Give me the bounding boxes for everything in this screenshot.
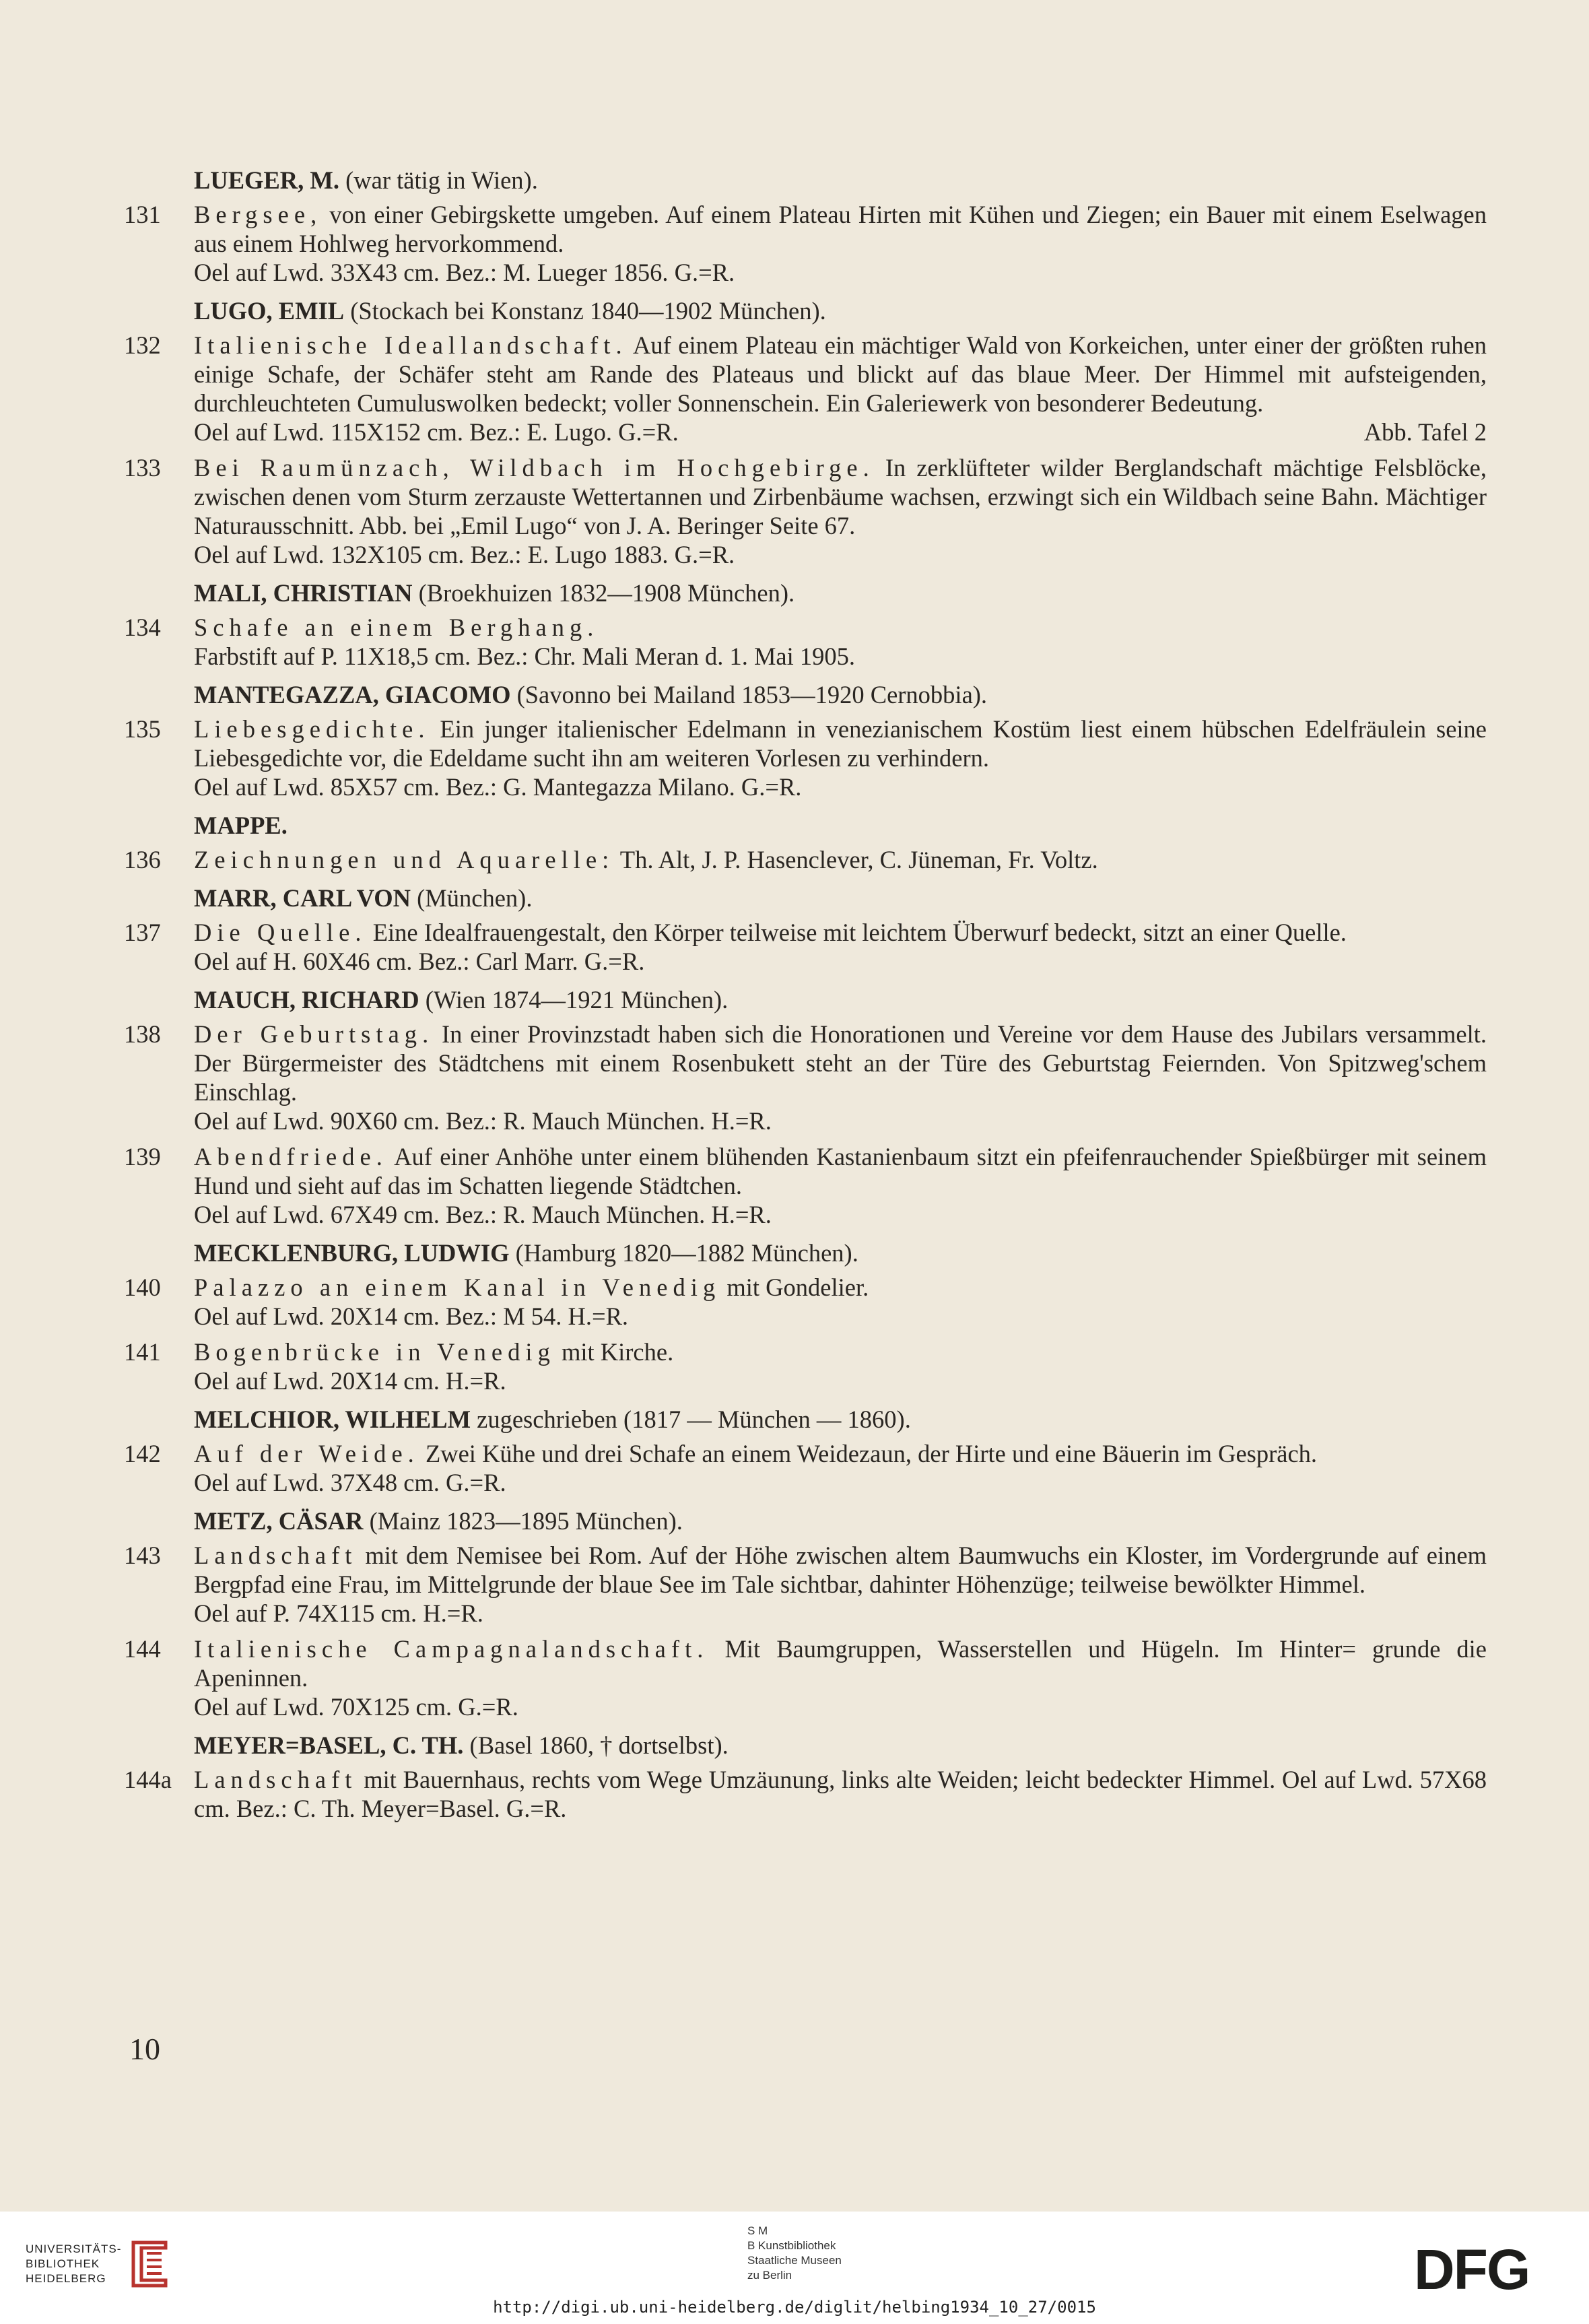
entry-description: In zerklüfteter wilder Berglandschaft mächtige Felsblöcke, zwischen denen vom Sturm zerzauste Wettertannen und Zirbenbäume wachsen, erzwingt sich ein Wildbach seine Bahn. Mächtiger Naturausschnitt. Abb. bei „Emil Lugo“ von J. A. Beringer Seite 67.	[194, 454, 1487, 539]
artist-name: MEYER=BASEL, C. TH.	[194, 1731, 464, 1759]
artist-name: LUEGER, M.	[194, 166, 339, 194]
lot-number: 135	[124, 715, 161, 743]
entry-body	[194, 453, 1487, 569]
stamp-line: S M	[747, 2224, 768, 2237]
entry-body	[194, 1142, 1487, 1229]
artist-name: MECKLENBURG, LUDWIG	[194, 1239, 510, 1267]
entry-title: Italienische Campagnalandschaft.	[194, 1635, 709, 1663]
entry-body	[194, 1273, 1487, 1331]
artist-name: MANTEGAZZA, GIACOMO	[194, 681, 511, 708]
artist-note: (Hamburg 1820—1882 München).	[515, 1239, 858, 1267]
entry-title: Landschaft	[194, 1766, 358, 1793]
lot-number: 137	[124, 919, 161, 946]
entry-title: Palazzo an einem Kanal in Venedig	[194, 1273, 721, 1301]
artist-heading	[124, 811, 1487, 840]
entry-details: Oel auf Lwd. 70X125 cm. G.=R.	[194, 1693, 518, 1721]
entry-title: Italienische Ideallandschaft.	[194, 331, 628, 359]
catalog-entry	[124, 1765, 1487, 1823]
lot-number: 144a	[124, 1766, 172, 1793]
entry-description: mit Bauernhaus, rechts vom Wege Umzäunung, links alte Weiden; leicht bedeckter Himmel. Oel auf Lwd. 57X68 cm. Bez.: C. Th. Meyer=Basel. G.=R.	[194, 1766, 1487, 1822]
entry-title: Bogenbrücke in Venedig	[194, 1338, 555, 1366]
entry-details: Oel auf Lwd. 20X14 cm. H.=R.	[194, 1367, 506, 1395]
catalog-entry	[124, 918, 1487, 976]
entry-body	[194, 331, 1487, 446]
entry-title: Bei Raumünzach, Wildbach im Hochgebirge.	[194, 454, 875, 482]
catalog-entry	[124, 845, 1487, 874]
lot-number: 139	[124, 1143, 161, 1170]
catalog-entry	[124, 1541, 1487, 1628]
entry-description: Eine Idealfrauengestalt, den Körper teilweise mit leichtem Überwurf bedeckt, sitzt an einer Quelle.	[366, 919, 1347, 946]
university-library-name	[26, 2242, 121, 2286]
plate-reference: Abb. Tafel 2	[1363, 418, 1487, 446]
stamp-line: zu Berlin	[747, 2269, 792, 2282]
artist-heading	[124, 578, 1487, 607]
lot-number: 132	[124, 331, 161, 359]
artist-name: MALI, CHRISTIAN	[194, 579, 413, 607]
entry-description: von einer Gebirgskette umgeben. Auf einem Plateau Hirten mit Kühen und Ziegen; ein Bauer mit einem Eselwagen aus einem Hohlweg hervorkommend.	[194, 201, 1487, 257]
entry-body	[194, 845, 1487, 874]
lot-number: 144	[124, 1635, 161, 1663]
artist-note: (Savonno bei Mailand 1853—1920 Cernobbia).	[516, 681, 988, 708]
catalog-content	[124, 166, 1487, 1830]
entry-body	[194, 200, 1487, 287]
artist-name: MARR, CARL VON	[194, 884, 411, 912]
university-library-logo[interactable]	[26, 2238, 174, 2290]
entry-body	[194, 1439, 1487, 1497]
entry-title: Die Quelle.	[194, 919, 367, 946]
artist-note: (war tätig in Wien).	[345, 166, 538, 194]
catalog-entry	[124, 453, 1487, 569]
entry-body	[194, 1541, 1487, 1628]
entry-title: Zeichnungen und Aquarelle:	[194, 846, 615, 873]
lot-number: 138	[124, 1020, 161, 1048]
artist-heading	[124, 1731, 1487, 1760]
artist-heading	[124, 166, 1487, 195]
artist-name: MAPPE.	[194, 811, 288, 839]
entry-body	[194, 715, 1487, 801]
entry-details: Oel auf Lwd. 67X49 cm. Bez.: R. Mauch München. H.=R.	[194, 1201, 772, 1228]
catalog-entry	[124, 1273, 1487, 1331]
entry-title: Schafe an einem Berghang.	[194, 613, 599, 641]
artist-heading	[124, 680, 1487, 709]
university-line: BIBLIOTHEK	[26, 2257, 100, 2270]
lot-number: 134	[124, 613, 161, 641]
catalog-entry	[124, 1337, 1487, 1395]
entry-title: Auf der Weide.	[194, 1440, 419, 1467]
detail-row	[194, 418, 1487, 446]
artist-note: (Broekhuizen 1832—1908 München).	[418, 579, 795, 607]
entry-details: Oel auf Lwd. 90X60 cm. Bez.: R. Mauch München. H.=R.	[194, 1107, 772, 1135]
lot-number: 142	[124, 1440, 161, 1467]
lot-number: 141	[124, 1338, 161, 1366]
artist-note: (Basel 1860, † dortselbst).	[469, 1731, 729, 1759]
artist-heading	[124, 1238, 1487, 1267]
entry-details: Farbstift auf P. 11X18,5 cm. Bez.: Chr. Mali Meran d. 1. Mai 1905.	[194, 642, 856, 670]
catalog-entry	[124, 331, 1487, 446]
artist-note: (Wien 1874—1921 München).	[425, 986, 729, 1014]
lot-number: 140	[124, 1273, 161, 1301]
entry-details: Oel auf Lwd. 20X14 cm. Bez.: M 54. H.=R.	[194, 1302, 629, 1330]
footer	[0, 2212, 1589, 2324]
entry-description: Auf einem Plateau ein mächtiger Wald von Korkeichen, unter einer der größten ruhen einige Schafe, der Schäfer steht am Rande des Plateaus und blickt auf das blaue Meer. Der Himmel mit aufsteigenden, durchleuchteten Cumuluswolken bedeckt; voller Sonnenschein. Ein Galeriewerk von besonderer Bedeutung.	[194, 331, 1487, 417]
entry-description: In einer Provinzstadt haben sich die Honorationen und Vereine vor dem Hause des Jubilars versammelt. Der Bürgermeister des Städtchens mit einem Rosenbukett steht an der Türe des Geburtstag Feiernden. Von Spitzweg'schem Einschlag.	[194, 1020, 1487, 1106]
catalog-entry	[124, 200, 1487, 287]
entry-body	[194, 1337, 1487, 1395]
entry-details: Oel auf Lwd. 115X152 cm. Bez.: E. Lugo. G.=R.	[194, 418, 679, 446]
entry-description: mit dem Nemisee bei Rom. Auf der Höhe zwischen altem Baumwuchs ein Kloster, im Vordergrunde auf einem Bergpfad eine Frau, im Mittelgrunde der blaue See im Tale sichtbar, dahinter Höhenzüge; teilweise bewölkter Himmel.	[194, 1541, 1487, 1598]
artist-heading	[124, 296, 1487, 325]
artist-name: METZ, CÄSAR	[194, 1507, 364, 1535]
entry-title: Abendfriede.	[194, 1143, 388, 1170]
catalog-entry	[124, 1020, 1487, 1135]
entry-description: Auf einer Anhöhe unter einem blühenden Kastanienbaum sitzt ein pfeifenrauchender Spießbürger mit seinem Hund und sieht auf das im Schatten liegende Städtchen.	[194, 1143, 1487, 1199]
entry-title: Der Geburtstag.	[194, 1020, 434, 1048]
catalog-entry	[124, 1439, 1487, 1497]
artist-heading	[124, 1506, 1487, 1535]
catalog-entry	[124, 715, 1487, 801]
artist-heading	[124, 985, 1487, 1014]
entry-description: mit Kirche.	[555, 1338, 674, 1366]
entry-title: Liebesgedichte.	[194, 715, 430, 743]
entry-description: Th. Alt, J. P. Hasenclever, C. Jüneman, Fr. Voltz.	[614, 846, 1098, 873]
entry-details: Oel auf P. 74X115 cm. H.=R.	[194, 1599, 483, 1627]
entry-title: Bergsee,	[194, 201, 323, 228]
entry-body	[194, 613, 1487, 671]
artist-heading	[124, 1405, 1487, 1434]
artist-note: (München).	[417, 884, 533, 912]
entry-description: Zwei Kühe und drei Schafe an einem Weidezaun, der Hirte und eine Bäuerin im Gespräch.	[419, 1440, 1318, 1467]
artist-name: MELCHIOR, WILHELM	[194, 1405, 471, 1433]
catalog-entry	[124, 1634, 1487, 1721]
lot-number: 133	[124, 454, 161, 482]
entry-body	[194, 1765, 1487, 1823]
lot-number: 143	[124, 1541, 161, 1569]
artist-note: zugeschrieben (1817 — München — 1860).	[477, 1405, 911, 1433]
university-line: HEIDELBERG	[26, 2272, 106, 2285]
artist-name: LUGO, EMIL	[194, 297, 345, 325]
artist-heading	[124, 884, 1487, 912]
university-emblem-icon	[127, 2238, 174, 2290]
entry-details: Oel auf Lwd. 37X48 cm. G.=R.	[194, 1469, 506, 1496]
entry-title: Landschaft	[194, 1541, 358, 1569]
entry-details: Oel auf H. 60X46 cm. Bez.: Carl Marr. G.=R.	[194, 948, 645, 975]
entry-description: Ein junger italienischer Edelmann in venezianischem Kostüm liest einem hübschen Edelfräulein seine Liebesgedichte vor, die Edeldame sucht ihn am weiteren Vorlesen zu verhindern.	[194, 715, 1487, 772]
stamp-line: Staatliche Museen	[747, 2254, 842, 2267]
catalog-entry	[124, 1142, 1487, 1229]
page-number: 10	[129, 2032, 160, 2066]
artist-note: (Mainz 1823—1895 München).	[369, 1507, 683, 1535]
entry-description: mit Gondelier.	[720, 1273, 869, 1301]
library-stamp	[747, 2224, 842, 2283]
artist-name: MAUCH, RICHARD	[194, 986, 419, 1014]
entry-body	[194, 1020, 1487, 1135]
source-url-link[interactable]: http://digi.ub.uni-heidelberg.de/diglit/helbing1934_10_27/0015	[493, 2298, 1096, 2317]
lot-number: 136	[124, 846, 161, 873]
entry-description: Mit Baumgruppen, Wasserstellen und Hügeln. Im Hinter= grunde die Apeninnen.	[194, 1635, 1487, 1692]
entry-body	[194, 1634, 1487, 1721]
entry-details: Oel auf Lwd. 33X43 cm. Bez.: M. Lueger 1856. G.=R.	[194, 259, 735, 286]
entry-details: Oel auf Lwd. 132X105 cm. Bez.: E. Lugo 1883. G.=R.	[194, 541, 735, 568]
dfg-logo[interactable]: DFG	[1414, 2238, 1530, 2301]
artist-note: (Stockach bei Konstanz 1840—1902 München).	[350, 297, 826, 325]
university-line: UNIVERSITÄTS-	[26, 2243, 122, 2255]
entry-details: Oel auf Lwd. 85X57 cm. Bez.: G. Mantegazza Milano. G.=R.	[194, 773, 802, 801]
stamp-line: B Kunstbibliothek	[747, 2239, 836, 2252]
lot-number: 131	[124, 201, 161, 228]
entry-body	[194, 918, 1487, 976]
catalog-entry	[124, 613, 1487, 671]
